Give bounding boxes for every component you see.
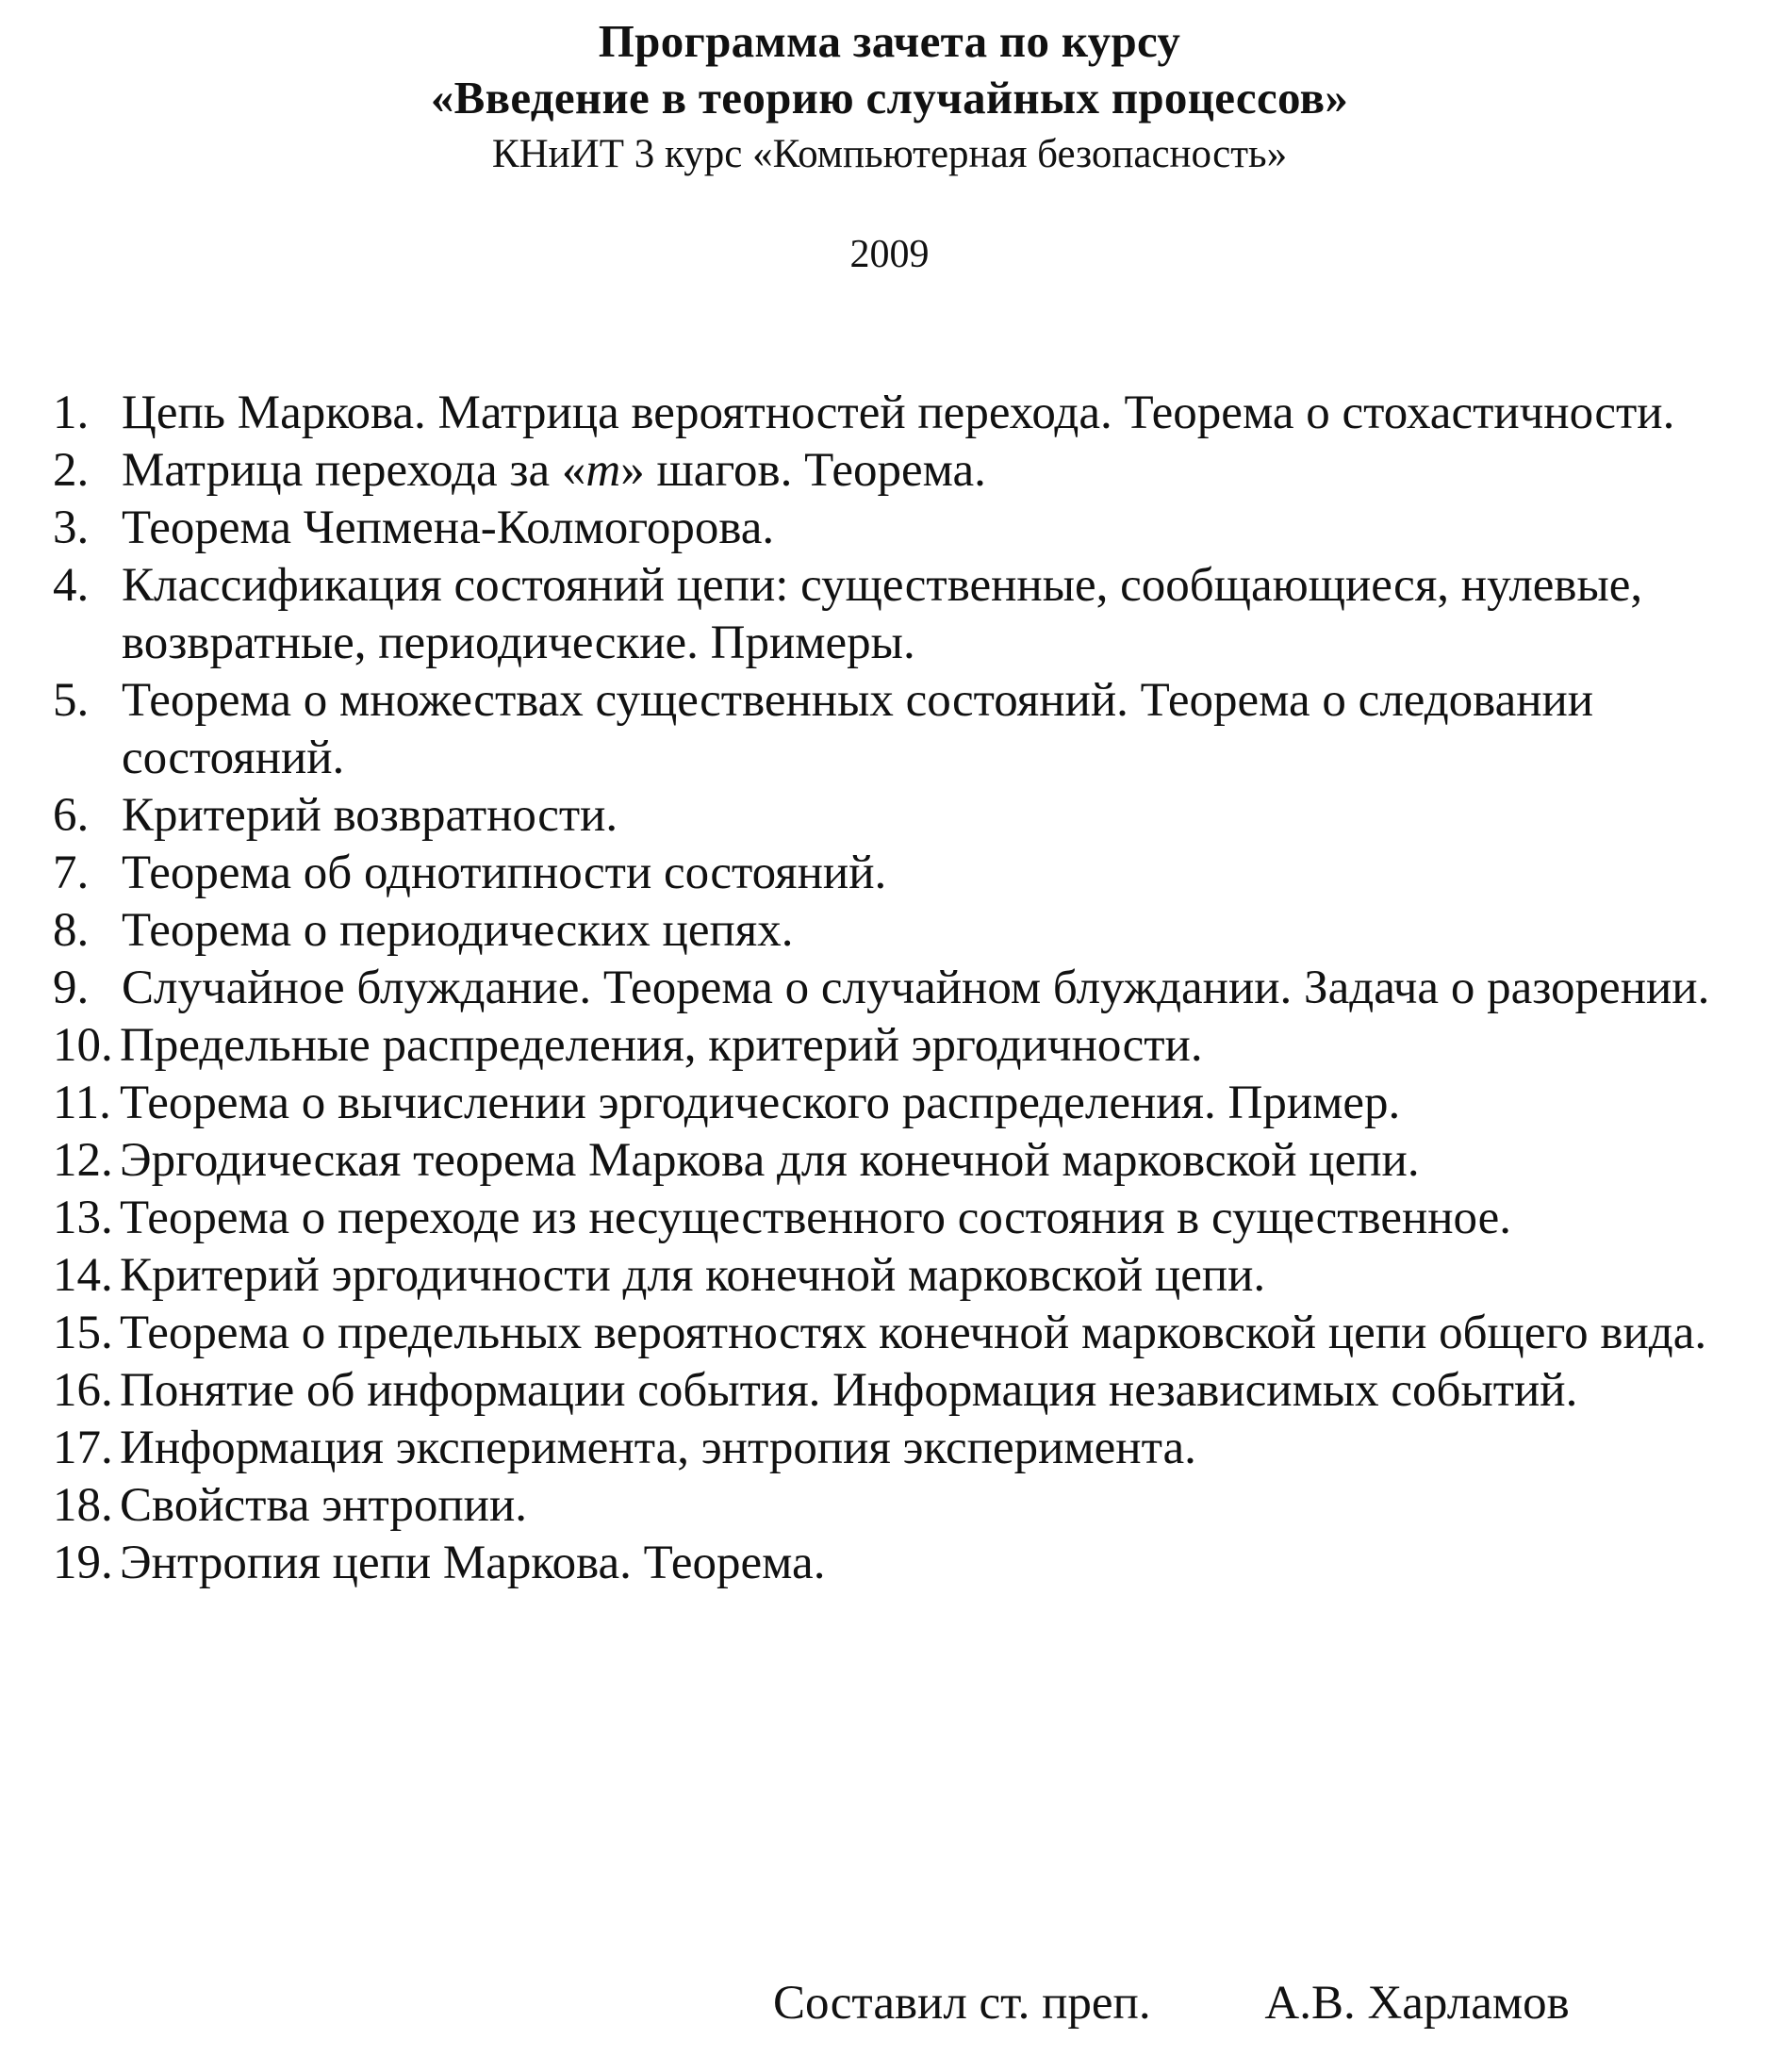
topic-number: 18. xyxy=(53,1479,113,1532)
topic-text: Понятие об информации события. Информация независимых событий. xyxy=(120,1364,1578,1417)
signature-block xyxy=(773,1975,1716,2031)
topic-number: 4. xyxy=(53,559,90,612)
topic-text: Свойства энтропии. xyxy=(120,1479,527,1532)
topic-item xyxy=(53,960,1740,1017)
topic-number: 17. xyxy=(53,1422,113,1474)
topic-item xyxy=(53,1075,1740,1132)
topic-text: Энтропия цепи Маркова. Теорема. xyxy=(120,1537,826,1589)
topic-item xyxy=(53,787,1740,845)
signature-name: А.В. Харламов xyxy=(1264,1977,1570,2030)
topic-item xyxy=(53,1420,1740,1477)
topics-list xyxy=(53,385,1740,1592)
document-year: 2009 xyxy=(849,233,930,276)
topic-item xyxy=(53,1477,1740,1535)
topic-number: 9. xyxy=(53,962,90,1014)
topic-item xyxy=(53,672,1740,787)
topic-item xyxy=(53,442,1740,500)
topic-text-variable: m xyxy=(585,444,621,497)
course-subtitle: КНиИТ 3 курс «Компьютерная безопасность» xyxy=(491,132,1288,176)
topic-text xyxy=(122,442,1740,500)
topic-text: Эргодическая теорема Маркова для конечной марковской цепи. xyxy=(120,1134,1420,1187)
topic-text: Цепь Маркова. Матрица вероятностей перехода. Теорема о стохастичности. xyxy=(122,386,1675,439)
topic-number: 6. xyxy=(53,789,90,842)
topic-text: Предельные распределения, критерий эргодичности. xyxy=(120,1019,1203,1072)
topic-item xyxy=(53,1305,1740,1362)
topic-text: Теорема о периодических цепях. xyxy=(122,904,794,957)
topic-number: 8. xyxy=(53,904,90,957)
topic-text: Теорема о вычислении эргодического распределения. Пример. xyxy=(120,1077,1401,1129)
topic-item xyxy=(53,1190,1740,1247)
topic-number: 7. xyxy=(53,847,90,899)
topic-number: 15. xyxy=(53,1307,113,1359)
topic-number: 5. xyxy=(53,674,90,727)
topic-number: 10. xyxy=(53,1019,113,1072)
topic-item xyxy=(53,1017,1740,1075)
title-line-2: «Введение в теорию случайных процессов» xyxy=(430,72,1349,123)
topic-text: Критерий эргодичности для конечной марковской цепи. xyxy=(120,1249,1266,1302)
topic-number: 19. xyxy=(53,1537,113,1589)
topic-number: 11. xyxy=(53,1077,111,1129)
topic-item xyxy=(53,557,1740,672)
topic-text: Информация эксперимента, энтропия эксперимента. xyxy=(120,1422,1196,1474)
topic-number: 3. xyxy=(53,502,90,554)
topic-item xyxy=(53,385,1740,442)
topic-number: 1. xyxy=(53,386,90,439)
topic-text: Классификация состояний цепи: существенные, сообщающиеся, нулевые, возвратные, периодические. Примеры. xyxy=(122,559,1643,669)
topic-text: Критерий возвратности. xyxy=(122,789,618,842)
topic-number: 13. xyxy=(53,1192,113,1244)
topic-text-after: » шагов. Теорема. xyxy=(620,444,986,497)
topic-item xyxy=(53,1132,1740,1190)
topic-text: Теорема об однотипности состояний. xyxy=(122,847,887,899)
topic-number: 2. xyxy=(53,444,90,497)
topic-text: Теорема о переходе из несущественного состояния в существенное. xyxy=(120,1192,1512,1244)
topic-number: 12. xyxy=(53,1134,113,1187)
topic-text-before: Матрица перехода за « xyxy=(122,444,586,497)
signature-role: Составил ст. преп. xyxy=(773,1977,1151,2030)
topic-text: Теорема о предельных вероятностях конечной марковской цепи общего вида. xyxy=(120,1307,1707,1359)
topic-item xyxy=(53,845,1740,902)
topic-item xyxy=(53,902,1740,960)
topic-number: 14. xyxy=(53,1249,113,1302)
topic-item xyxy=(53,1362,1740,1420)
topic-item xyxy=(53,1247,1740,1305)
topic-text: Теорема о множествах существенных состояний. Теорема о следовании состояний. xyxy=(122,674,1594,784)
document-header xyxy=(0,13,1779,181)
topic-text: Теорема Чепмена-Колмогорова. xyxy=(122,502,775,554)
topic-item xyxy=(53,1535,1740,1592)
topic-number: 16. xyxy=(53,1364,113,1417)
title-line-1: Программа зачета по курсу xyxy=(598,15,1181,67)
topic-text: Случайное блуждание. Теорема о случайном блуждании. Задача о разорении. xyxy=(122,962,1710,1014)
topic-item xyxy=(53,500,1740,557)
